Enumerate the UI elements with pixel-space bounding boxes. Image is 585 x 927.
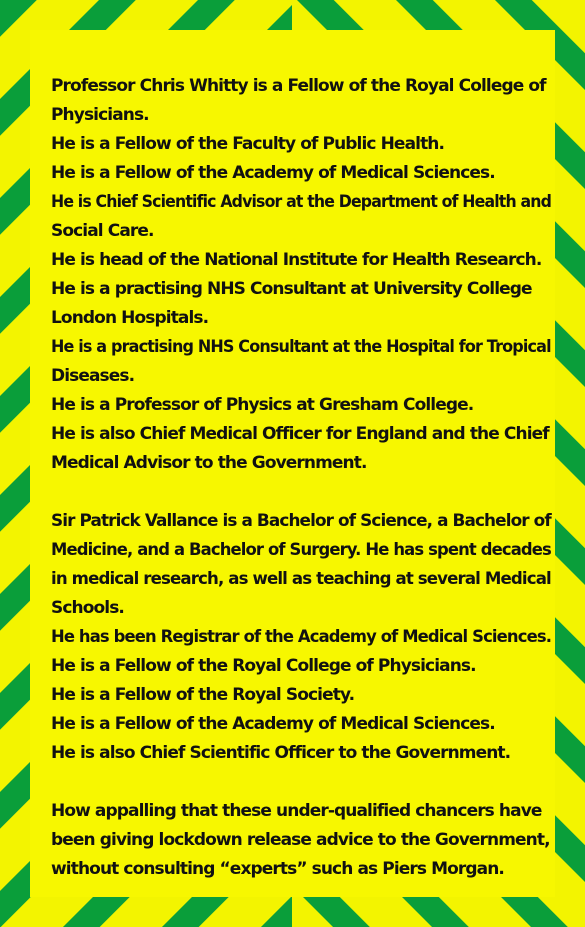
text-line: Professor Chris Whitty is a Fellow of the Royal College of xyxy=(51,76,546,96)
text-line: He is also Chief Medical Officer for England and the Chief xyxy=(51,424,549,444)
text-line: He is a Fellow of the Royal College of Physicians. xyxy=(51,656,476,676)
text-line: in medical research, as well as teaching at several Medical xyxy=(51,569,551,589)
text-line: He is a Fellow of the Faculty of Public Health. xyxy=(51,134,445,154)
text-line: Diseases. xyxy=(51,366,135,386)
text-line: London Hospitals. xyxy=(51,308,209,328)
text-line: He is head of the National Institute for Health Research. xyxy=(51,250,542,270)
text-line: without consulting “experts” such as Piers Morgan. xyxy=(51,859,504,879)
text-line: Medicine, and a Bachelor of Surgery. He has spent decades xyxy=(51,540,551,560)
paragraph-3 xyxy=(51,797,551,884)
text-line: He is a practising NHS Consultant at University College xyxy=(51,279,532,299)
text-line: He is a Fellow of the Academy of Medical Sciences. xyxy=(51,163,495,183)
text-line: He is a Fellow of the Academy of Medical Sciences. xyxy=(51,714,495,734)
text-line: been giving lockdown release advice to the Government, xyxy=(51,830,550,850)
paragraph-2 xyxy=(51,507,551,768)
text-line: Medical Advisor to the Government. xyxy=(51,453,367,473)
text-line: He is a Fellow of the Royal Society. xyxy=(51,685,355,705)
text-line: How appalling that these under-qualified chancers have xyxy=(51,801,542,821)
text-line: He is a practising NHS Consultant at the Hospital for Tropical xyxy=(51,337,551,357)
paragraph-1 xyxy=(51,72,551,478)
text-line: Sir Patrick Vallance is a Bachelor of Science, a Bachelor of xyxy=(51,511,551,531)
text-line: He has been Registrar of the Academy of Medical Sciences. xyxy=(51,627,552,647)
statement-text xyxy=(51,72,551,884)
text-line: He is also Chief Scientific Officer to the Government. xyxy=(51,743,511,763)
text-line: He is a Professor of Physics at Gresham College. xyxy=(51,395,474,415)
text-line: He is Chief Scientific Advisor at the Department of Health and xyxy=(51,192,552,212)
text-line: Social Care. xyxy=(51,221,154,241)
text-line: Schools. xyxy=(51,598,124,618)
text-line: Physicians. xyxy=(51,105,149,125)
